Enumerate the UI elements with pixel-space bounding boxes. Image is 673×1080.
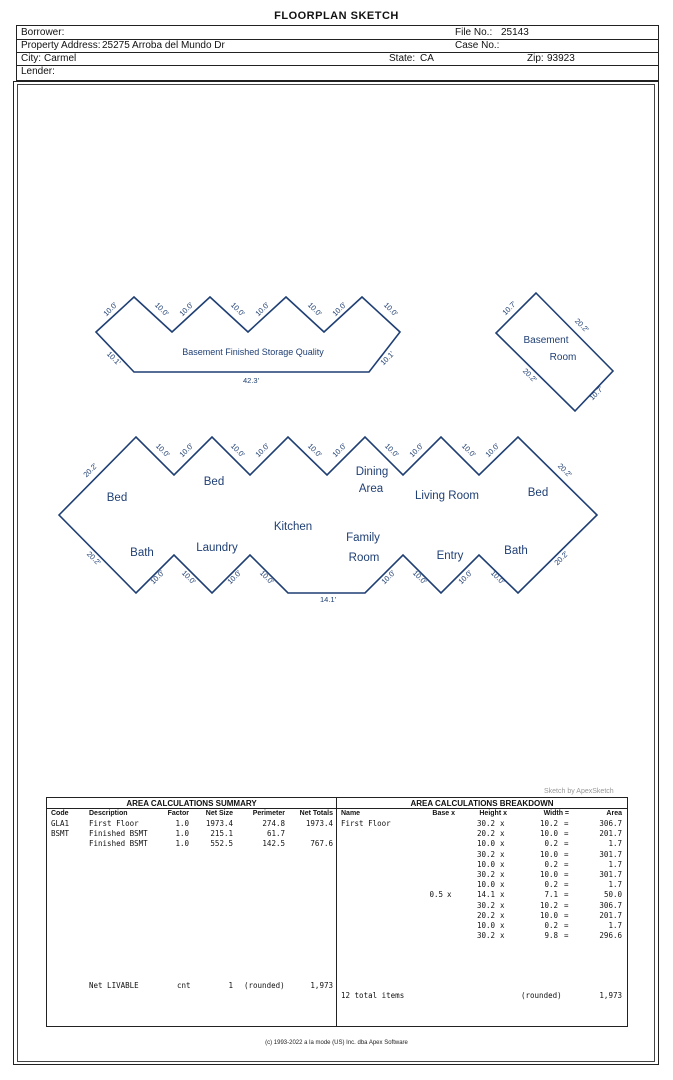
- net-livable-cnt-label: cnt: [177, 981, 191, 990]
- breakdown-width: 10.0: [539, 829, 558, 839]
- summary-cell: 1.0: [175, 829, 189, 838]
- room-label: Kitchen: [273, 521, 313, 533]
- summary-rule: [47, 808, 336, 809]
- area-calculations: [46, 797, 628, 1027]
- summary-header: Net Size: [205, 810, 233, 817]
- room-label: Bed: [527, 487, 549, 499]
- breakdown-op: =: [564, 870, 569, 879]
- first-floor-dimension: 10.0': [228, 441, 247, 460]
- basement-storage-dimension: 10.0': [152, 300, 171, 319]
- breakdown-height: 14.1: [476, 890, 495, 900]
- summary-cell: 1.0: [175, 819, 189, 828]
- lender-label: Lender:: [21, 66, 55, 77]
- case-no-label: Case No.:: [455, 40, 500, 51]
- breakdown-total-items: 12 total items: [341, 991, 405, 1000]
- breakdown-height: 10.0: [476, 839, 495, 849]
- basement-storage-dimension: 10.0': [101, 300, 120, 319]
- basement-storage-dimension: 10.0': [177, 300, 196, 319]
- first-floor-dimension: 10.0': [379, 568, 398, 587]
- breakdown-area: 50.0: [603, 890, 622, 900]
- first-floor-dimension: 10.0': [410, 568, 429, 587]
- summary-header: Code: [51, 810, 69, 817]
- basement-storage-dimension: 10.0': [330, 300, 349, 319]
- first-floor-dimension: 14.1': [319, 595, 337, 604]
- room-label: Dining: [355, 466, 389, 478]
- first-floor-dimension: 10.0': [456, 568, 475, 587]
- summary-cell: Finished BSMT: [89, 839, 148, 848]
- summary-cell: 61.7: [266, 829, 285, 838]
- net-livable-rounded: (rounded): [244, 981, 285, 990]
- breakdown-width: 0.2: [544, 839, 558, 849]
- breakdown-height: 10.0: [476, 859, 495, 869]
- summary-cell: GLA1: [51, 819, 70, 828]
- first-floor-dimension: 20.2': [81, 461, 100, 480]
- breakdown-area: 301.7: [599, 849, 622, 859]
- breakdown-area: 296.6: [599, 931, 622, 941]
- breakdown-width: 10.2: [539, 819, 558, 828]
- first-floor-dimension: 20.2': [84, 549, 103, 568]
- basement-room-label: Room: [549, 352, 577, 363]
- zip-value: 93923: [547, 53, 575, 64]
- first-floor-dimension: 10.0': [483, 441, 502, 460]
- basement-storage-dimension: 10.0': [228, 300, 247, 319]
- net-livable-label: Net LIVABLE: [89, 981, 139, 990]
- first-floor-dimension: 10.0': [305, 441, 324, 460]
- room-label: Bed: [203, 476, 225, 488]
- breakdown-width: 10.0: [539, 849, 558, 859]
- basement-storage-dimension: 10.0': [305, 300, 324, 319]
- breakdown-op: x: [500, 931, 505, 941]
- basement-room-dimension: 20.2': [572, 316, 591, 335]
- breakdown-height: 10.0: [476, 921, 495, 930]
- file-no-value: 25143: [501, 27, 529, 38]
- breakdown-area: 1.7: [608, 921, 622, 930]
- breakdown-op: =: [564, 839, 569, 849]
- basement-room-dimension: 20.2': [520, 366, 539, 385]
- breakdown-area: 306.7: [599, 900, 622, 910]
- breakdown-header: Height x: [479, 810, 507, 817]
- first-floor-dimension: 20.2': [555, 461, 574, 480]
- summary-cell: 552.5: [210, 839, 233, 848]
- first-floor-dimension: 10.0': [225, 568, 244, 587]
- basement-storage-dimension: 10.0': [381, 300, 400, 319]
- breakdown-op: =: [564, 849, 569, 859]
- first-floor-dimension: 10.0': [153, 441, 172, 460]
- first-floor-dimension: 10.0': [177, 441, 196, 460]
- breakdown-op: x: [500, 819, 505, 828]
- table-divider: [336, 798, 337, 1026]
- breakdown-width: 0.2: [544, 880, 558, 890]
- breakdown-area: 1.7: [608, 859, 622, 869]
- breakdown-width: 7.1: [544, 890, 558, 900]
- borrower-label: Borrower:: [21, 27, 65, 38]
- page-title: FLOORPLAN SKETCH: [274, 10, 399, 22]
- breakdown-op: =: [564, 819, 569, 828]
- breakdown-op: =: [564, 880, 569, 890]
- first-floor-dimension: 10.0': [257, 568, 276, 587]
- first-floor-dimension: 10.0': [459, 441, 478, 460]
- basement-storage-dimension: 10.1': [104, 349, 123, 368]
- first-floor-dimension: 20.2': [552, 549, 571, 568]
- breakdown-name: First Floor: [341, 819, 391, 828]
- basement-storage-outline: [96, 297, 400, 372]
- first-floor-dimension: 10.0': [407, 441, 426, 460]
- breakdown-op: x: [500, 921, 505, 930]
- state-label: State:: [389, 53, 416, 64]
- breakdown-op: =: [564, 921, 569, 930]
- breakdown-height: 30.2: [476, 900, 495, 910]
- breakdown-header: Name: [341, 810, 361, 817]
- basement-room-dimension: 10.7': [500, 299, 519, 318]
- breakdown-rule: [337, 808, 627, 809]
- breakdown-width: 9.8: [544, 931, 558, 941]
- net-livable-cnt: 1: [228, 981, 233, 990]
- first-floor-dimension: 10.0': [148, 568, 167, 587]
- breakdown-width: 10.2: [539, 900, 558, 910]
- zip-label: Zip:: [527, 53, 544, 64]
- summary-cell: 767.6: [310, 839, 333, 848]
- summary-header: Perimeter: [252, 810, 285, 817]
- breakdown-op: =: [564, 900, 569, 910]
- summary-cell: 1973.4: [205, 819, 233, 828]
- breakdown-area: 306.7: [599, 819, 622, 828]
- summary-cell: 215.1: [210, 829, 233, 838]
- room-label: Room: [348, 552, 380, 564]
- summary-header: Net Totals: [299, 810, 333, 817]
- breakdown-op: =: [564, 829, 569, 839]
- breakdown-width: 0.2: [544, 921, 558, 930]
- basement-storage-label: Basement Finished Storage Quality: [182, 347, 324, 357]
- breakdown-width: 10.0: [539, 870, 558, 879]
- breakdown-op: x: [500, 849, 505, 859]
- breakdown-rounded: (rounded): [521, 991, 562, 1000]
- breakdown-height: 20.2: [476, 829, 495, 839]
- summary-title: AREA CALCULATIONS SUMMARY: [126, 799, 257, 808]
- basement-room-dimension: 10.7': [587, 384, 606, 403]
- breakdown-op: =: [564, 859, 569, 869]
- file-no-label: File No.:: [455, 27, 493, 38]
- room-label: Bath: [130, 547, 154, 559]
- breakdown-height: 30.2: [476, 849, 495, 859]
- basement-storage-dimension: 10.0': [253, 300, 272, 319]
- breakdown-op: x: [500, 890, 505, 900]
- room-label: Bed: [106, 492, 128, 504]
- first-floor-dimension: 10.0': [179, 568, 198, 587]
- first-floor-dimension: 10.0': [253, 441, 272, 460]
- breakdown-total: 1,973: [599, 991, 622, 1000]
- city-label: City:: [21, 53, 41, 64]
- breakdown-op: x: [500, 900, 505, 910]
- breakdown-header: Area: [606, 810, 622, 817]
- breakdown-area: 201.7: [599, 910, 622, 920]
- basement-storage-dimension: 42.3': [242, 376, 260, 385]
- breakdown-width: 10.0: [539, 910, 558, 920]
- summary-cell: BSMT: [51, 829, 70, 838]
- room-label: Laundry: [196, 542, 238, 554]
- breakdown-height: 20.2: [476, 910, 495, 920]
- breakdown-height: 30.2: [476, 819, 495, 828]
- breakdown-op: =: [564, 910, 569, 920]
- summary-header: Factor: [167, 810, 189, 817]
- breakdown-height: 10.0: [476, 880, 495, 890]
- address-label: Property Address:: [21, 40, 101, 51]
- breakdown-height: 30.2: [476, 870, 495, 879]
- breakdown-op: x: [500, 870, 505, 879]
- breakdown-op: x: [500, 880, 505, 890]
- city-value: Carmel: [44, 53, 77, 64]
- summary-header: Description: [89, 810, 128, 817]
- first-floor-dimension: 10.0': [330, 441, 349, 460]
- summary-cell: 274.8: [262, 819, 285, 828]
- breakdown-op: x: [447, 890, 452, 900]
- breakdown-title: AREA CALCULATIONS BREAKDOWN: [410, 799, 554, 808]
- summary-cell: Finished BSMT: [89, 829, 148, 838]
- summary-cell: 1973.4: [305, 819, 333, 828]
- breakdown-header: Base x: [432, 810, 455, 817]
- first-floor-outline: [59, 437, 597, 593]
- breakdown-area: 1.7: [608, 880, 622, 890]
- footer-copyright: (c) 1993-2022 a la mode (US) Inc. dba Apex Software: [265, 1040, 408, 1046]
- first-floor-dimension: 10.0': [488, 568, 507, 587]
- breakdown-op: x: [500, 839, 505, 849]
- breakdown-height: 30.2: [476, 931, 495, 941]
- net-livable-total: 1,973: [310, 981, 333, 990]
- breakdown-header: Width =: [543, 810, 569, 817]
- address-value: 25275 Arroba del Mundo Dr: [102, 40, 225, 51]
- breakdown-op: x: [500, 910, 505, 920]
- breakdown-area: 201.7: [599, 829, 622, 839]
- breakdown-op: x: [500, 859, 505, 869]
- breakdown-area: 1.7: [608, 839, 622, 849]
- room-label: Living Room: [415, 490, 479, 502]
- breakdown-area: 301.7: [599, 870, 622, 879]
- summary-cell: 1.0: [175, 839, 189, 848]
- breakdown-op: =: [564, 890, 569, 900]
- breakdown-width: 0.2: [544, 859, 558, 869]
- breakdown-op: x: [500, 829, 505, 839]
- room-label: Area: [358, 483, 384, 495]
- breakdown-base: 0.5: [429, 890, 443, 900]
- first-floor-dimension: 10.0': [382, 441, 401, 460]
- room-label: Family: [346, 532, 380, 544]
- state-value: CA: [420, 53, 434, 64]
- room-label: Bath: [504, 545, 528, 557]
- breakdown-op: =: [564, 931, 569, 941]
- basement-room-label: Basement: [523, 335, 569, 346]
- summary-cell: 142.5: [262, 839, 285, 848]
- basement-storage-dimension: 10.1': [378, 349, 397, 368]
- sketch-credit: Sketch by ApexSketch: [544, 788, 614, 795]
- room-label: Entry: [436, 550, 464, 562]
- summary-cell: First Floor: [89, 819, 139, 828]
